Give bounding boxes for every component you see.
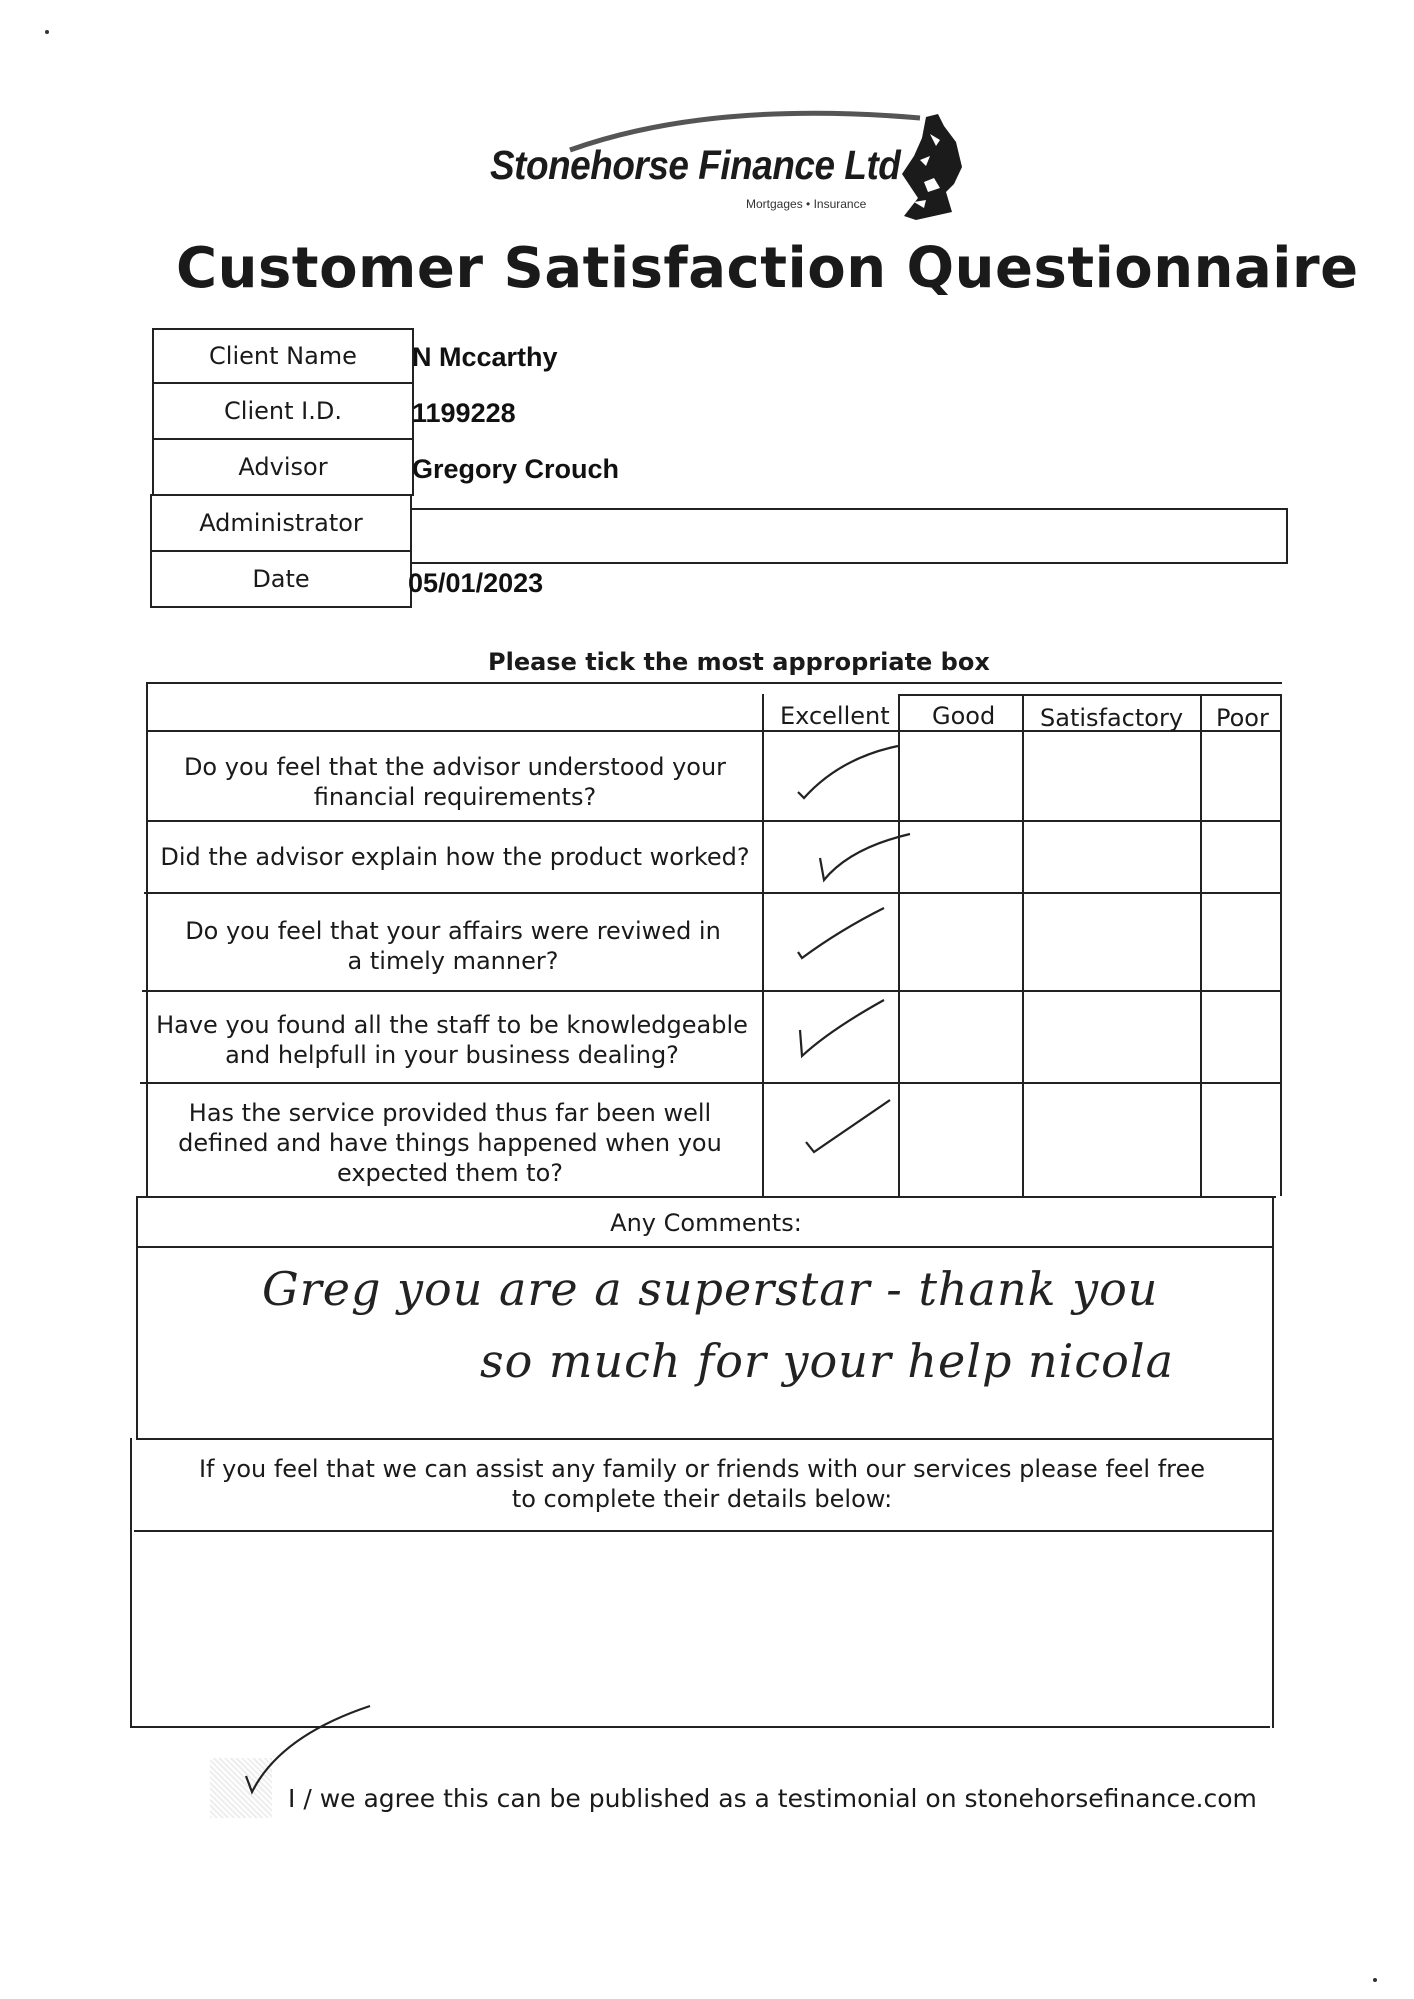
question-5-line3: expected them to? (336, 1159, 563, 1187)
page-title: Customer Satisfaction Questionnaire (176, 236, 1359, 301)
question-4-line2: and helpfull in your business dealing? (225, 1041, 679, 1069)
scan-speck (45, 30, 49, 34)
question-1 (150, 752, 760, 812)
date-label-text: Date (252, 565, 310, 593)
client-id-value: 1199228 (412, 398, 516, 428)
company-name: Stonehorse Finance Ltd (490, 142, 901, 188)
horse-head-logo (896, 112, 966, 222)
comments-label-bottom (138, 1246, 1274, 1248)
question-4 (146, 1010, 758, 1070)
referral-text (132, 1454, 1272, 1514)
referral-line2: to complete their details below: (511, 1485, 893, 1513)
question-2 (150, 842, 760, 872)
question-1-line1: Do you feel that the advisor understood your (183, 753, 727, 781)
comments-box-bottom (136, 1438, 1272, 1440)
consent-text: I / we agree this can be published as a testimonial on stonehorsefinance.com (288, 1784, 1257, 1813)
handwritten-comment-line-1[interactable]: Greg you are a superstar - thank you (262, 1262, 1159, 1316)
row5-bottom (138, 1196, 1276, 1198)
question-4-line1: Have you found all the staff to be knowledgeable (156, 1011, 748, 1039)
administrator-field-top (410, 508, 1288, 510)
question-5-line1: Has the service provided thus far been well (188, 1099, 712, 1127)
tick-mark-q5[interactable] (796, 1090, 906, 1170)
administrator-field-right (1286, 508, 1288, 564)
handwritten-comment-line-2[interactable]: so much for your help nicola (480, 1334, 1174, 1388)
advisor-label (152, 438, 414, 496)
row1-bottom (146, 820, 1282, 822)
question-3-line1: Do you feel that your affairs were reviwed in (185, 917, 721, 945)
date-label (150, 550, 412, 608)
col-divider-3 (1022, 696, 1024, 1198)
client-id-label (152, 382, 414, 440)
row2-bottom (144, 892, 1282, 894)
header-excellent: Excellent (780, 702, 890, 730)
lower-right-border (1272, 1196, 1274, 1728)
header-right-top (900, 694, 1282, 696)
row3-bottom (142, 990, 1282, 992)
question-1-line2: financial requirements? (313, 783, 597, 811)
client-name-value: N Mccarthy (412, 342, 558, 372)
tick-mark-q2[interactable] (810, 828, 920, 892)
client-id-label-text: Client I.D. (224, 397, 342, 425)
client-name-label (152, 328, 414, 384)
col-divider-4 (1200, 696, 1202, 1198)
comments-label: Any Comments: (610, 1209, 802, 1237)
header-satisfactory: Satisfactory (1040, 704, 1184, 732)
rating-table-top (148, 682, 1282, 684)
date-value: 05/01/2023 (408, 568, 544, 598)
col-divider-1 (762, 694, 764, 1198)
tick-mark-q3[interactable] (790, 900, 900, 970)
administrator-label (150, 494, 412, 552)
question-5-line2: defined and have things happened when you (178, 1129, 722, 1157)
tick-mark-q4[interactable] (790, 990, 900, 1070)
advisor-value: Gregory Crouch (412, 454, 620, 484)
row4-bottom (140, 1082, 1282, 1084)
scan-speck (1373, 1978, 1377, 1982)
table-right-border (1280, 696, 1282, 1196)
header-good: Good (932, 702, 996, 730)
client-name-label-text: Client Name (209, 342, 357, 370)
question-5 (144, 1098, 756, 1188)
administrator-label-text: Administrator (199, 509, 363, 537)
company-tagline: Mortgages • Insurance (746, 197, 867, 211)
question-2-line1: Did the advisor explain how the product worked? (160, 843, 750, 871)
administrator-field-bottom (410, 562, 1288, 564)
question-3-line2: a timely manner? (347, 947, 559, 975)
referral-line1: If you feel that we can assist any family or friends with our services please feel free (198, 1455, 1206, 1483)
tick-mark-q1[interactable] (790, 740, 910, 810)
advisor-label-text: Advisor (238, 453, 328, 481)
header-poor: Poor (1216, 704, 1269, 732)
question-3 (148, 916, 758, 976)
instruction-text: Please tick the most appropriate box (488, 648, 990, 676)
